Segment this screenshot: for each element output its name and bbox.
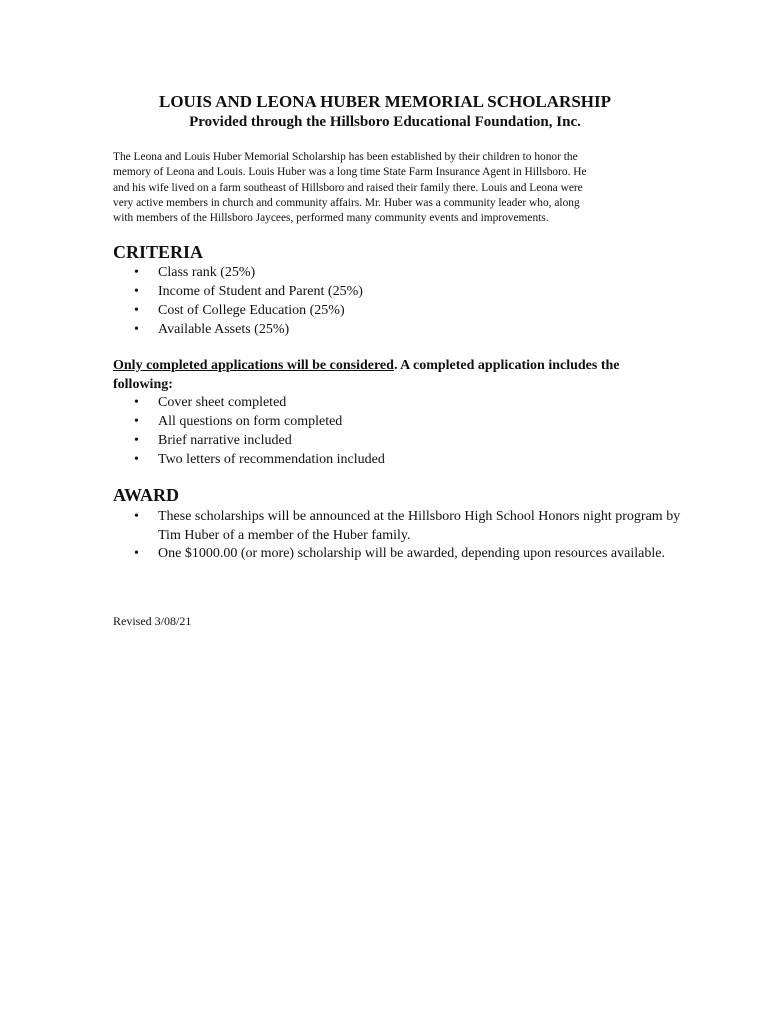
notice-rest: . A completed application includes the following: [113,358,620,392]
intro-paragraph [113,150,653,226]
notice-underlined: Only completed applications will be considered [113,358,394,373]
list-item: • One $1000.00 (or more) scholarship will be awarded, depending upon resources available. [113,545,698,564]
requirements-list [113,393,385,469]
document-subtitle: Provided through the Hillsboro Educational Foundation, Inc. [189,114,581,130]
intro-line: and his wife lived on a farm southeast of Hillsboro and raised their family there. Louis and Leona were [113,181,583,194]
list-item: • Income of Student and Parent (25%) [113,282,363,301]
list-item: • Available Assets (25%) [113,320,363,339]
application-notice [113,357,658,394]
intro-line: very active members in church and community affairs. Mr. Huber was a community leader who, along [113,196,580,209]
award-list [113,508,698,564]
revised-date: Revised 3/08/21 [113,614,192,628]
list-item: • Cover sheet completed [113,393,385,412]
list-item: • These scholarships will be announced at the Hillsboro High School Honors night program by Tim Huber of a member of the Huber family. [113,508,698,545]
list-item: • Two letters of recommendation included [113,450,385,469]
intro-line: with members of the Hillsboro Jaycees, performed many community events and improvements. [113,212,549,225]
criteria-list [113,263,363,339]
criteria-heading: CRITERIA [113,242,204,262]
intro-line: memory of Leona and Louis. Louis Huber was a long time State Farm Insurance Agent in Hillsboro. He [113,166,587,179]
list-item: • Class rank (25%) [113,263,363,282]
list-item: • Brief narrative included [113,431,385,450]
award-heading: AWARD [113,485,180,505]
list-item: • All questions on form completed [113,412,385,431]
intro-line: The Leona and Louis Huber Memorial Scholarship has been established by their children to honor the [113,151,578,163]
list-item: • Cost of College Education (25%) [113,301,363,320]
document-title: LOUIS AND LEONA HUBER MEMORIAL SCHOLARSHIP [159,92,611,111]
